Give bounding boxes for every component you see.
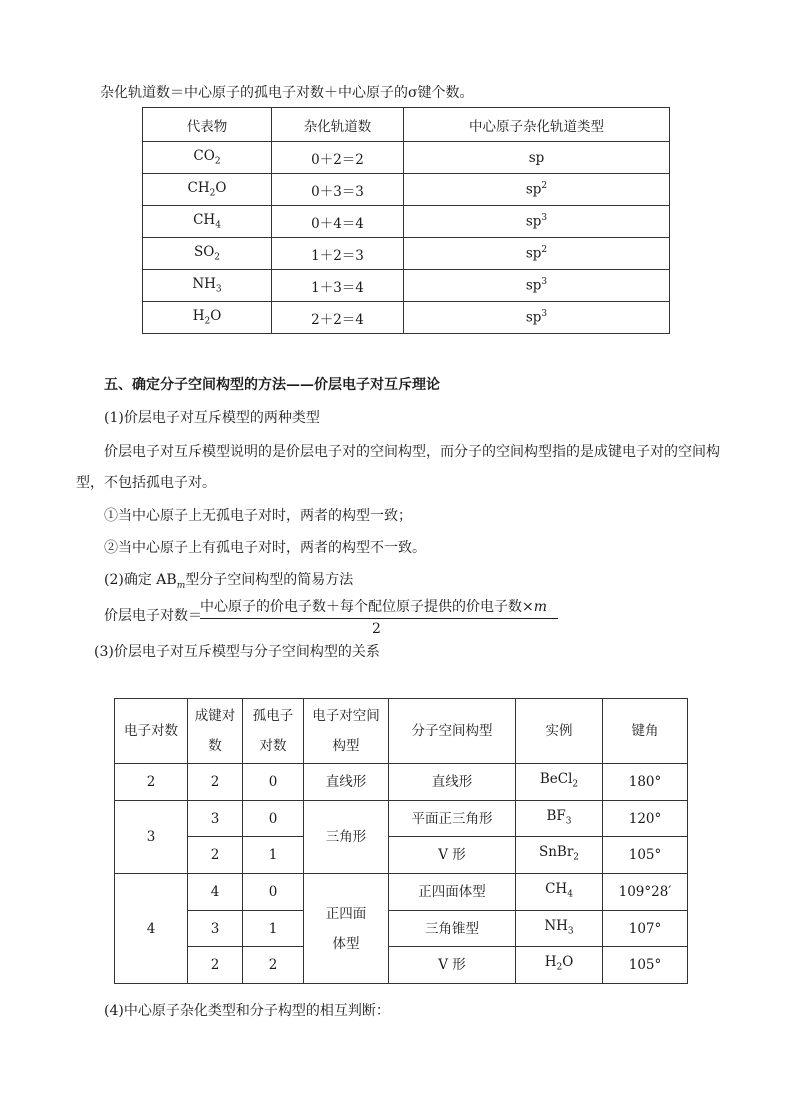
- angle-cell: 107°: [603, 910, 688, 947]
- pair-shape-cell: 正四面 体型: [304, 874, 389, 984]
- header-cell: 电子对空间 构型: [304, 699, 389, 764]
- header-cell: 成键对 数: [188, 699, 243, 764]
- example-cell: $H_2O$: [516, 947, 603, 984]
- lone-cell: 0: [243, 874, 304, 911]
- example-cell: $BF_3$: [516, 800, 603, 837]
- formula-cell: $NH_3$: [143, 270, 272, 302]
- bond-cell: 4: [188, 874, 243, 911]
- table-row: [115, 874, 688, 911]
- paragraph: ②当中心原子上有孤电子对时，两者的构型不一致。: [104, 540, 426, 556]
- table-row: [115, 837, 688, 874]
- angle-cell: 120°: [603, 800, 688, 837]
- angle-cell: 105°: [603, 837, 688, 874]
- vsepr-table: [114, 698, 688, 984]
- formula-cell: $SO_2$: [143, 238, 272, 270]
- table-header-row: [115, 699, 688, 764]
- molecule-shape-cell: 正四面体型: [389, 874, 516, 911]
- lone-cell: 0: [243, 800, 304, 837]
- count-cell: 0＋2＝2: [272, 142, 404, 174]
- table-row: [143, 238, 670, 270]
- bond-cell: 2: [188, 947, 243, 984]
- formula-cell: $CH_2O$: [143, 174, 272, 206]
- pairs-cell: 3: [115, 800, 188, 873]
- fraction-bar: [200, 618, 558, 619]
- type-cell: $sp^3$: [404, 302, 670, 334]
- formula-numerator: 中心原子的价电子数＋每个配位原子提供的价电子数×m: [200, 599, 548, 615]
- formula-cell: $CO_2$: [143, 142, 272, 174]
- section-heading: 五、确定分子空间构型的方法——价层电子对互斥理论: [104, 377, 440, 393]
- molecule-shape-cell: 直线形: [389, 764, 516, 801]
- lone-cell: 2: [243, 947, 304, 984]
- example-cell: BeCl$_2$: [516, 764, 603, 801]
- bond-cell: 2: [188, 764, 243, 801]
- lone-cell: 0: [243, 764, 304, 801]
- angle-cell: 105°: [603, 947, 688, 984]
- molecule-shape-cell: V 形: [389, 837, 516, 874]
- molecule-shape-cell: 平面正三角形: [389, 800, 516, 837]
- molecule-shape-cell: V 形: [389, 947, 516, 984]
- pair-shape-cell: 直线形: [304, 764, 389, 801]
- type-cell: sp: [404, 142, 670, 174]
- table-header-row: [143, 108, 670, 142]
- pair-shape-cell: 三角形: [304, 800, 389, 873]
- bond-cell: 3: [188, 910, 243, 947]
- paragraph: (2)确定 $AB_m$型分子空间构型的简易方法: [104, 572, 354, 591]
- table-row: [115, 800, 688, 837]
- header-cell: 中心原子杂化轨道类型: [404, 108, 670, 142]
- paragraph: (1)价层电子对互斥模型的两种类型: [104, 410, 320, 426]
- count-cell: 1＋2＝3: [272, 238, 404, 270]
- pairs-cell: 4: [115, 874, 188, 984]
- lone-cell: 1: [243, 910, 304, 947]
- bond-cell: 3: [188, 800, 243, 837]
- example-cell: $CH_4$: [516, 874, 603, 911]
- type-cell: $sp^2$: [404, 174, 670, 206]
- type-cell: $sp^3$: [404, 270, 670, 302]
- table-row: [115, 764, 688, 801]
- header-cell: 键角: [603, 699, 688, 764]
- hybridization-table: [142, 107, 670, 334]
- angle-cell: 180°: [603, 764, 688, 801]
- example-cell: SnBr$_2$: [516, 837, 603, 874]
- header-cell: 孤电子 对数: [243, 699, 304, 764]
- count-cell: 0＋4＝4: [272, 206, 404, 238]
- table-row: [143, 142, 670, 174]
- table-row: [115, 947, 688, 984]
- formula-lhs: 价层电子对数＝: [104, 608, 202, 624]
- paragraph: 型，不包括孤电子对。: [76, 475, 216, 491]
- molecule-shape-cell: 三角锥型: [389, 910, 516, 947]
- type-cell: $sp^2$: [404, 238, 670, 270]
- header-cell: 电子对数: [115, 699, 188, 764]
- header-cell: 杂化轨道数: [272, 108, 404, 142]
- formula-denominator: 2: [372, 621, 381, 637]
- lone-cell: 1: [243, 837, 304, 874]
- count-cell: 2＋2＝4: [272, 302, 404, 334]
- header-cell: 代表物: [143, 108, 272, 142]
- paragraph: ①当中心原子上无孤电子对时，两者的构型一致；: [104, 508, 412, 524]
- count-cell: 0＋3＝3: [272, 174, 404, 206]
- type-cell: $sp^3$: [404, 206, 670, 238]
- intro-line: 杂化轨道数＝中心原子的孤电子对数＋中心原子的σ键个数。: [100, 85, 474, 101]
- count-cell: 1＋3＝4: [272, 270, 404, 302]
- paragraph: 价层电子对互斥模型说明的是价层电子对的空间构型，而分子的空间构型指的是成键电子对的空间构: [104, 444, 720, 460]
- table-row: [143, 174, 670, 206]
- paragraph: (4)中心原子杂化类型和分子构型的相互判断：: [104, 1003, 390, 1019]
- table-row: [143, 270, 670, 302]
- table-row: [143, 302, 670, 334]
- example-cell: $NH_3$: [516, 910, 603, 947]
- paragraph: (3)价层电子对互斥模型与分子空间构型的关系: [94, 644, 380, 660]
- header-cell: 实例: [516, 699, 603, 764]
- table-row: [143, 206, 670, 238]
- header-cell: 分子空间构型: [389, 699, 516, 764]
- angle-cell: 109°28′: [603, 874, 688, 911]
- pairs-cell: 2: [115, 764, 188, 801]
- formula-cell: $H_2O$: [143, 302, 272, 334]
- formula-cell: $CH_4$: [143, 206, 272, 238]
- bond-cell: 2: [188, 837, 243, 874]
- table-row: [115, 910, 688, 947]
